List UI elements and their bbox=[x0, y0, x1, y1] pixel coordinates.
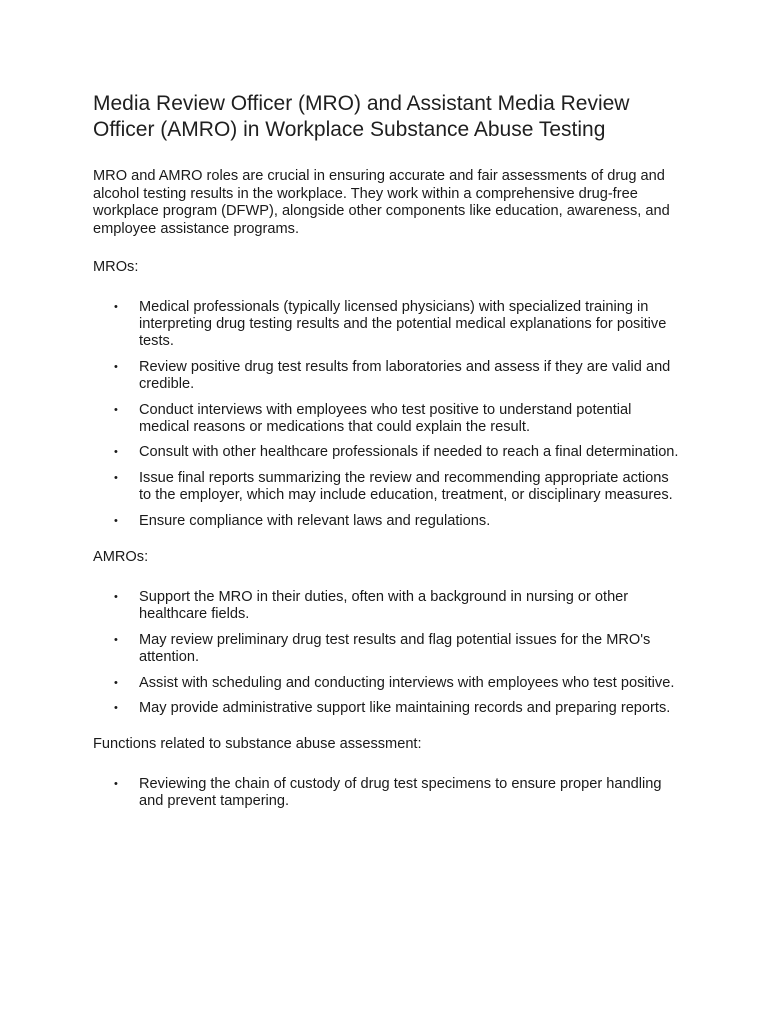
bullet-list bbox=[93, 299, 681, 531]
intro-paragraph: MRO and AMRO roles are crucial in ensuring accurate and fair assessments of drug and alcohol testing results in the workplace. They work within a comprehensive drug-free workplace program (DFWP), alongside other components like education, awareness, and employee assistance programs. bbox=[93, 168, 670, 237]
list-item bbox=[93, 589, 681, 623]
bullet-icon: • bbox=[114, 300, 118, 313]
list-item bbox=[93, 299, 681, 351]
section-heading: MROs: bbox=[93, 259, 139, 275]
bullet-icon: • bbox=[114, 403, 118, 416]
list-item-text: Review positive drug test results from laboratories and assess if they are valid and credible. bbox=[139, 358, 671, 392]
section-heading: Functions related to substance abuse assessment: bbox=[93, 736, 422, 753]
list-item-text: Ensure compliance with relevant laws and regulations. bbox=[139, 513, 491, 530]
list-item bbox=[93, 675, 681, 692]
sections-container bbox=[93, 259, 681, 810]
list-item-text: Issue final reports summarizing the review and recommending appropriate actions to the employer, which may include education, treatment, or disciplinary measures. bbox=[139, 470, 673, 504]
bullet-icon: • bbox=[114, 590, 118, 603]
list-item-text: Support the MRO in their duties, often with a background in nursing or other healthcare fields. bbox=[139, 588, 629, 622]
bullet-icon: • bbox=[114, 515, 118, 528]
list-item bbox=[93, 700, 681, 717]
document-page bbox=[93, 91, 681, 829]
list-item bbox=[93, 776, 681, 810]
list-item-text: Consult with other healthcare professionals if needed to reach a final determination. bbox=[139, 444, 679, 461]
list-item bbox=[93, 470, 681, 504]
list-item-text: May review preliminary drug test results and flag potential issues for the MRO's attention. bbox=[139, 631, 651, 665]
section-heading: AMROs: bbox=[93, 549, 149, 566]
bullet-icon: • bbox=[114, 777, 118, 790]
list-item bbox=[93, 513, 681, 530]
list-item bbox=[93, 359, 681, 393]
list-item-text: May provide administrative support like maintaining records and preparing reports. bbox=[139, 700, 671, 717]
bullet-icon: • bbox=[114, 633, 118, 646]
bullet-icon: • bbox=[114, 472, 118, 485]
bullet-icon: • bbox=[114, 446, 118, 459]
list-item bbox=[93, 632, 681, 666]
list-item bbox=[93, 402, 681, 436]
list-item bbox=[93, 444, 681, 461]
bullet-icon: • bbox=[114, 702, 118, 715]
bullet-icon: • bbox=[114, 360, 118, 373]
list-item-text: Reviewing the chain of custody of drug test specimens to ensure proper handling and prevent tampering. bbox=[139, 775, 662, 810]
bullet-icon: • bbox=[114, 676, 118, 689]
page-title: Media Review Officer (MRO) and Assistant Media Review Officer (AMRO) in Workplace Substance Abuse Testing bbox=[93, 92, 630, 141]
list-item-text: Medical professionals (typically licensed physicians) with specialized training in interpreting drug testing results and the potential medical explanations for positive tests. bbox=[139, 298, 667, 349]
bullet-list bbox=[93, 589, 681, 718]
list-item-text: Conduct interviews with employees who test positive to understand potential medical reasons or medications that could explain the result. bbox=[139, 401, 632, 435]
list-item-text: Assist with scheduling and conducting interviews with employees who test positive. bbox=[139, 674, 675, 691]
bullet-list bbox=[93, 776, 681, 810]
